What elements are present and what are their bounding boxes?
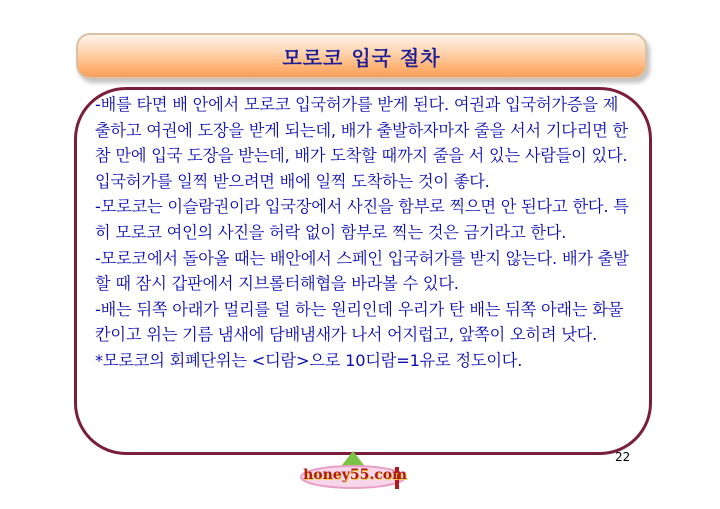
page-number: 22 [615, 450, 631, 464]
title-banner [76, 33, 647, 79]
paragraph-ship: -배는 뒤쪽 아래가 멀리를 덜 하는 원리인데 우리가 탄 배는 뒤쪽 아래는 화물칸이고 위는 기름 냄새에 담배냄새가 나서 어지럽고, 앞쪽이 오히려 낫다. [95, 299, 624, 345]
content-body [95, 92, 630, 374]
logo-text: honey55.com [303, 467, 407, 483]
paragraph-boarding: -배를 타면 배 안에서 모로코 입국허가를 받게 된다. 여권과 입국허가증을 제출하고 여권에 도장을 받게 되는데, 배가 출발하자마자 줄을 서서 기다리면 한참 만에 입국 도장을 받는데, 배가 도착할 때까지 줄을 서 있는 사람들이 있다. 입국허가를 일찍 받으려면 배에 일찍 도착하는 것이 좋다. [95, 95, 628, 191]
paragraph-photo: -모로코는 이슬람권이라 입국장에서 사진을 함부로 찍으면 안 된다고 한다. 특히 모로코 여인의 사진을 허락 없이 함부로 찍는 것은 금기라고 한다. [95, 197, 629, 242]
paragraph-return: -모로코에서 돌아올 때는 배안에서 스페인 입국허가를 받지 않는다. 배가 출발할 때 잠시 갑판에서 지브롤터해협을 바라볼 수 있다. [95, 248, 629, 294]
logo [295, 449, 415, 494]
paragraph-currency: *모로코의 회폐단위는 <디람>으로 10디람=1유로 정도이다. [95, 350, 523, 370]
page-title: 모로코 입국 절차 [282, 45, 441, 70]
